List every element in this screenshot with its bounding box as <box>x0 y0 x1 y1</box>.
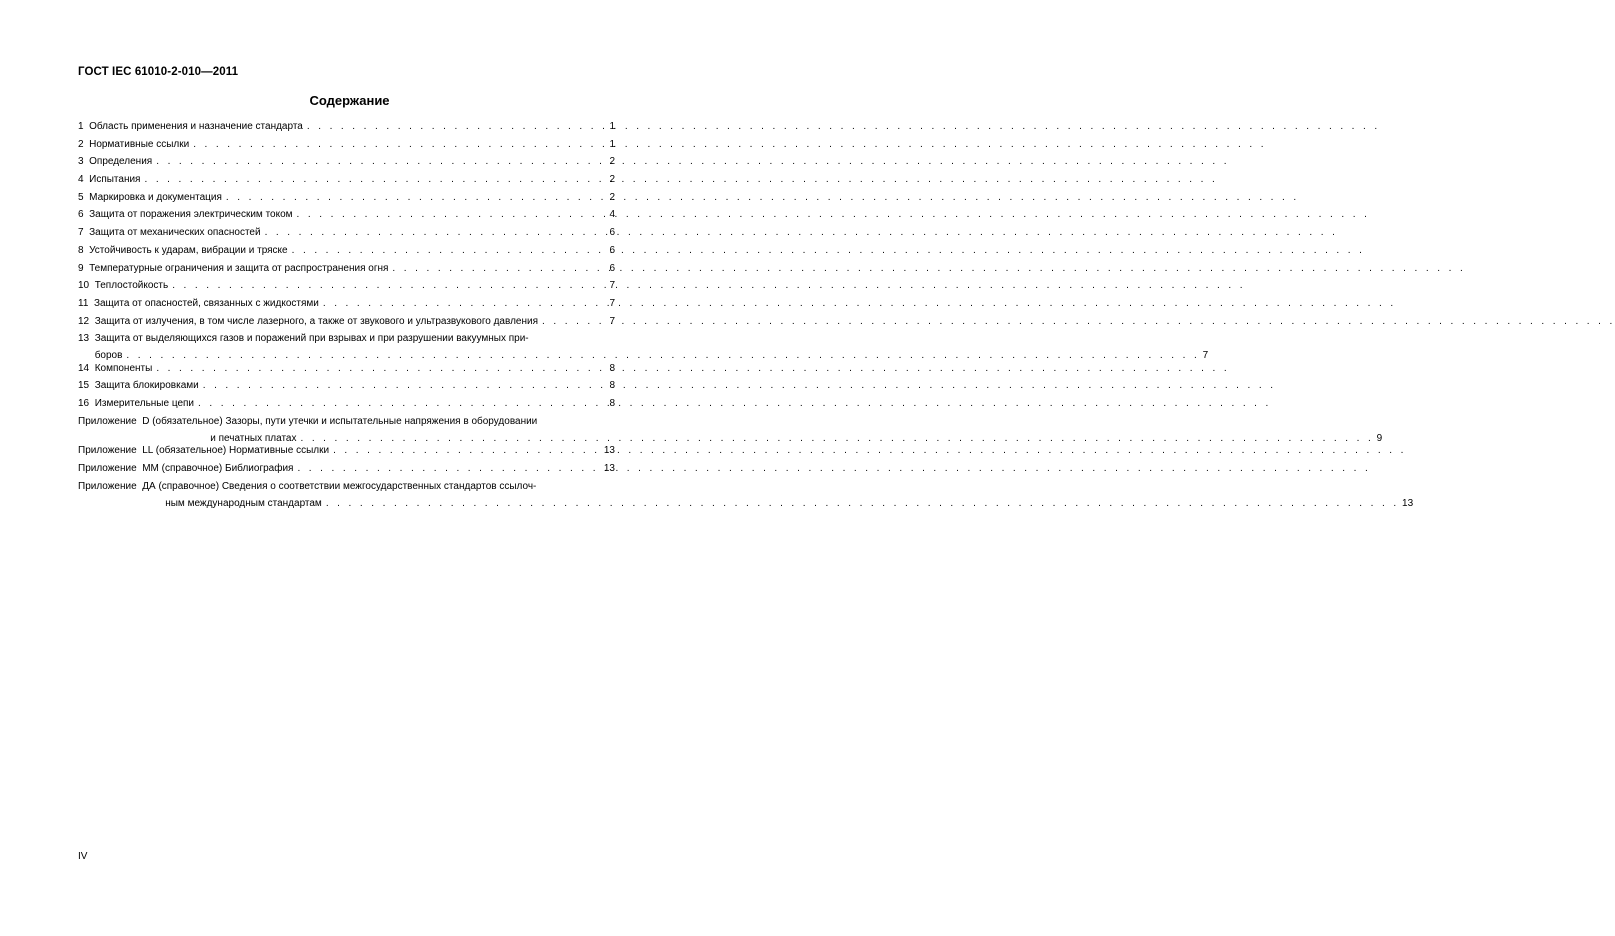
leader-dots <box>172 280 606 292</box>
toc-number: 4 <box>78 174 84 186</box>
toc-title: Защита от механических опасностей <box>89 227 261 239</box>
annex-row[interactable] <box>78 480 1414 511</box>
toc-title: Температурные ограничения и защита от распространения огня <box>89 262 389 274</box>
toc-row[interactable] <box>78 227 615 245</box>
toc-number: 7 <box>78 227 84 239</box>
toc-row[interactable] <box>78 363 615 381</box>
toc-row[interactable] <box>78 316 615 334</box>
leader-dots <box>542 316 606 328</box>
annex-row[interactable] <box>78 463 615 481</box>
toc-title: Определения <box>89 156 153 168</box>
toc-page: 2 <box>609 191 615 203</box>
toc-row[interactable] <box>78 245 615 263</box>
toc-page: 6 <box>609 244 615 256</box>
leader-dots <box>392 263 606 275</box>
toc-title: Нормативные ссылки <box>89 138 190 150</box>
toc-number: 2 <box>78 138 84 150</box>
annex-page: 13 <box>603 463 615 474</box>
toc-title: Компоненты <box>94 362 153 374</box>
toc-title-line1: Защита от выделяющихся газов и поражений при взрывах и при разрушении вакуумных при- <box>94 333 529 345</box>
toc-page: 7 <box>609 280 615 292</box>
table-of-contents <box>78 121 1414 510</box>
annex-page: 9 <box>1376 432 1383 444</box>
toc-row[interactable] <box>78 298 615 316</box>
toc-page: 8 <box>609 398 615 410</box>
leader-dots <box>326 498 1399 510</box>
toc-row[interactable] <box>78 333 1209 363</box>
annex-page: 13 <box>1402 497 1414 509</box>
toc-page: 8 <box>609 362 615 374</box>
annex-title: MM (справочное) Библиография <box>142 463 294 474</box>
toc-title: Защита от излучения, в том числе лазерного, а также от звукового и ультразвукового давления <box>94 315 538 327</box>
annex-title-line2: и печатных платах <box>210 432 297 444</box>
leader-dots <box>333 445 601 457</box>
toc-row[interactable] <box>78 121 615 139</box>
annex-title: LL (обязательное) Нормативные ссылки <box>142 445 330 457</box>
toc-row[interactable] <box>78 280 615 298</box>
toc-number: 9 <box>78 262 84 274</box>
leader-dots <box>292 245 607 257</box>
toc-page: 2 <box>609 174 615 186</box>
toc-page: 6 <box>609 262 615 274</box>
annex-row[interactable] <box>78 415 1383 446</box>
toc-row[interactable] <box>78 139 615 157</box>
toc-title: Защита блокировками <box>94 380 199 392</box>
toc-page: 1 <box>609 138 615 150</box>
leader-dots <box>297 463 600 475</box>
leader-dots <box>323 298 607 310</box>
annex-label: Приложение <box>78 415 137 427</box>
leader-dots <box>144 174 606 186</box>
leader-dots <box>307 121 607 133</box>
toc-title-line2: боров <box>94 350 123 362</box>
toc-page: 7 <box>1202 350 1209 362</box>
leader-dots <box>297 209 607 221</box>
annex-page: 13 <box>603 445 615 457</box>
toc-number: 15 <box>78 380 90 392</box>
toc-row[interactable] <box>78 263 615 281</box>
toc-row[interactable] <box>78 209 615 227</box>
toc-title: Испытания <box>89 174 141 186</box>
toc-page: 1 <box>609 121 615 132</box>
toc-number: 14 <box>78 362 90 374</box>
toc-number: 12 <box>78 315 90 327</box>
toc-title: Устойчивость к ударам, вибрации и тряске <box>89 244 288 256</box>
toc-title: Область применения и назначение стандарта <box>89 121 303 132</box>
leader-dots <box>193 139 606 151</box>
toc-title: Маркировка и документация <box>89 191 222 203</box>
toc-page: 7 <box>609 315 615 327</box>
toc-number: 1 <box>78 121 84 132</box>
toc-title: Измерительные цепи <box>94 398 195 410</box>
document-code: ГОСТ IEC 61010-2-010—2011 <box>78 66 239 78</box>
leader-dots <box>198 398 606 410</box>
annex-label: Приложение <box>78 445 137 457</box>
leader-dots <box>156 156 606 168</box>
toc-number: 11 <box>78 297 89 309</box>
toc-number: 10 <box>78 280 90 292</box>
toc-page: 8 <box>609 380 615 392</box>
toc-page: 7 <box>609 297 615 309</box>
annex-title-line1: D (обязательное) Зазоры, пути утечки и испытательные напряжения в оборудовании <box>142 415 538 427</box>
page-number: IV <box>78 851 88 862</box>
toc-page: 6 <box>609 227 615 239</box>
toc-number: 8 <box>78 244 84 256</box>
leader-dots <box>126 350 1199 362</box>
leader-dots <box>300 433 1373 445</box>
annex-label: Приложение <box>78 463 137 474</box>
toc-row[interactable] <box>78 192 615 210</box>
toc-title: Теплостойкость <box>94 280 169 292</box>
toc-title: Защита от поражения электрическим током <box>89 209 293 221</box>
toc-row[interactable] <box>78 398 615 416</box>
leader-dots <box>156 363 606 375</box>
toc-title: Защита от опасностей, связанных с жидкостями <box>93 297 319 309</box>
toc-number: 13 <box>78 333 90 345</box>
toc-number: 5 <box>78 191 84 203</box>
toc-number: 3 <box>78 156 84 168</box>
toc-row[interactable] <box>78 156 615 174</box>
leader-dots <box>203 380 607 392</box>
annex-row[interactable] <box>78 445 615 463</box>
leader-dots <box>226 192 607 204</box>
leader-dots <box>265 227 607 239</box>
annex-title-line2: ным международным стандартам <box>165 497 322 509</box>
toc-number: 6 <box>78 209 84 221</box>
toc-number: 16 <box>78 398 90 410</box>
toc-row[interactable] <box>78 380 615 398</box>
toc-page: 4 <box>609 209 615 221</box>
toc-page: 2 <box>609 156 615 168</box>
annex-title-line1: ДА (справочное) Сведения о соответствии межгосударственных стандартов ссылоч- <box>142 480 537 492</box>
page-title: Содержание <box>309 93 390 108</box>
annex-label: Приложение <box>78 480 137 492</box>
toc-row[interactable] <box>78 174 615 192</box>
